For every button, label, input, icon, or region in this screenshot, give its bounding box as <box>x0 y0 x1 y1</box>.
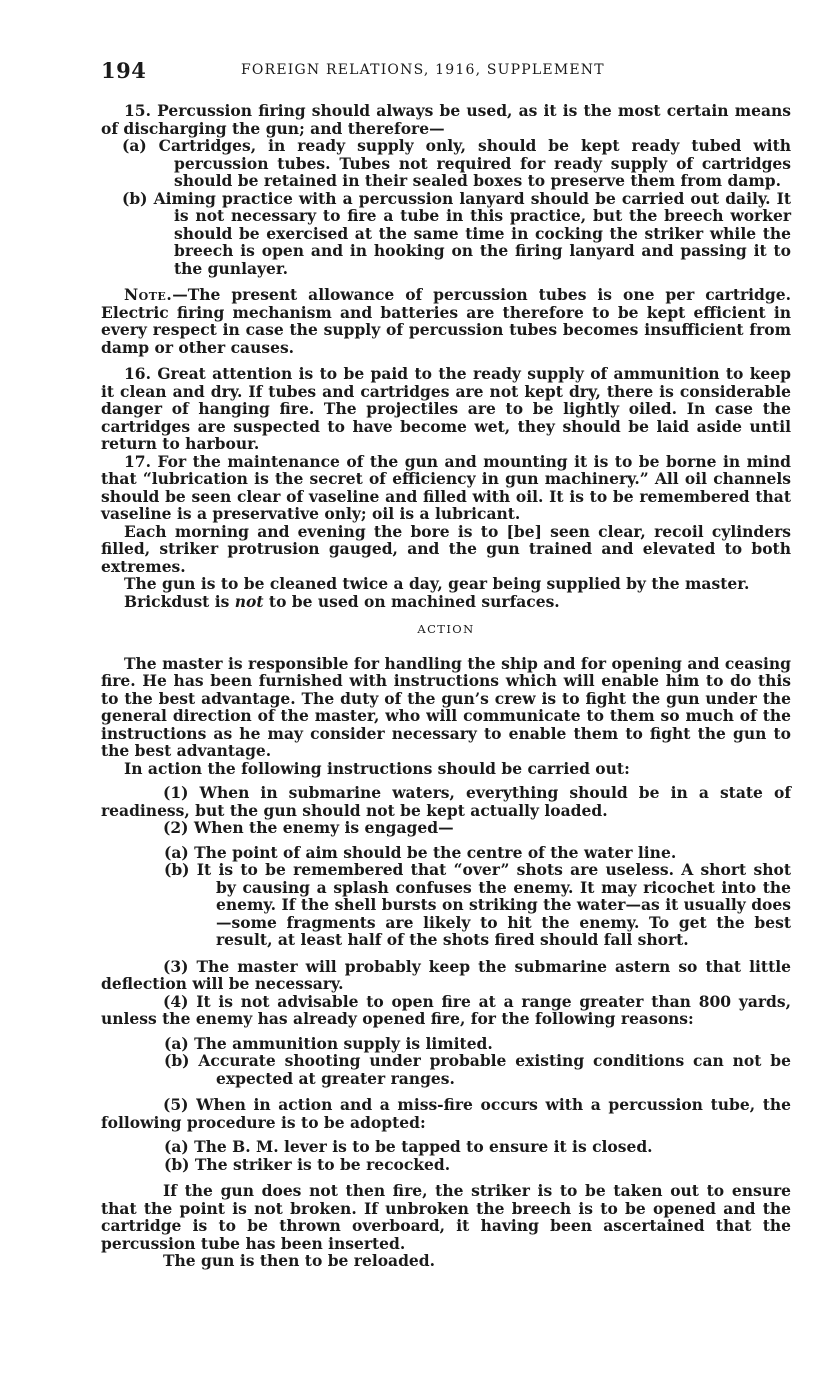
action-item-4b: (b) Accurate shooting under probable existing conditions can not be expected at greater ranges. <box>164 1051 791 1088</box>
action-item-2b: (b) It is to be remembered that “over” shots are useless. A short shot by causing a splash confuses the enemy. It may ricochet into the enemy. If the shell bursts on striking the water—as it usually does—some fragments are likely to hit the enemy. To get the best result, at least half of the shots fired should fall short. <box>164 860 791 949</box>
note-text: —The present allowance of percussion tubes is one per cartridge. Electric firing mechanism and batteries are therefore to be kept efficient in every respect in case the supply of percussion tubes becomes insufficient from damp or other causes. <box>101 285 791 357</box>
paragraph-16: 16. Great attention is to be paid to the ready supply of ammunition to keep it clean and dry. If tubes and cartridges are not kept dry, there is considerable danger of hanging fire. The projectiles are to be lightly oiled. In case the cartridges are suspected to have become wet, they should be laid aside until return to harbour. <box>101 364 791 453</box>
final-paragraph-2: The gun is then to be reloaded. <box>163 1251 436 1270</box>
action-paragraph-2: In action the following instructions should be carried out: <box>124 758 630 778</box>
page-number: 194 <box>101 58 147 83</box>
paragraph-15a: (a) Cartridges, in ready supply only, should be kept ready tubed with percussion tubes. Tubes not required for ready supply of cartridges should be retained in their sealed boxes to preserve them from damp. <box>122 136 791 190</box>
running-head: FOREIGN RELATIONS, 1916, SUPPLEMENT <box>241 62 605 78</box>
page-header <box>101 58 791 86</box>
action-item-2: (2) When the enemy is engaged— <box>163 818 454 837</box>
brickdust-pre: Brickdust is <box>124 591 235 611</box>
paragraph-17: 17. For the maintenance of the gun and mounting it is to be borne in mind that “lubrication is the secret of efficiency in gun machinery.” All oil channels should be seen clear of vaseline and filled with oil. It is to be remembered that vaseline is a preservative only; oil is a lubricant. <box>101 451 791 523</box>
action-item-3: (3) The master will probably keep the submarine astern so that little deflection will be necessary. <box>101 956 791 993</box>
paragraph-17-cleaning: The gun is to be cleaned twice a day, gear being supplied by the master. <box>124 574 750 593</box>
action-paragraph-1: The master is responsible for handling the ship and for opening and ceasing fire. He has been furnished with instructions which will enable him to do this to the best advantage. The duty of the gun’s crew is to fight the gun under the general direction of the master, who will communicate to them so much of the instructions as he may consider necessary to enable them to fight the gun to the best advantage. <box>101 653 791 760</box>
action-item-5: (5) When in action and a miss-fire occurs with a percussion tube, the following procedure is to be adopted: <box>101 1095 791 1132</box>
paragraph-15: 15. Percussion firing should always be used, as it is the most certain means of discharging the gun; and therefore— <box>101 101 791 138</box>
action-item-5a: (a) The B. M. lever is to be tapped to ensure it is closed. <box>164 1137 653 1156</box>
action-item-1: (1) When in submarine waters, everything should be in a state of readiness, but the gun should not be kept actually loaded. <box>101 783 791 820</box>
action-item-2a: (a) The point of aim should be the centre of the water line. <box>164 842 677 862</box>
brickdust-emphasis: not <box>234 591 264 611</box>
note-paragraph <box>101 286 791 356</box>
paragraph-15b: (b) Aiming practice with a percussion lanyard should be carried out daily. It is not necessary to fire a tube in this practice, but the breech worker should be exercised at the same time in cocking the striker while the breech is open and in hooking on the firing lanyard and passing it to the gunlayer. <box>122 188 791 278</box>
action-item-4: (4) It is not advisable to open fire at a range greater than 800 yards, unless the enemy has already opened fire, for the following reasons: <box>101 991 791 1028</box>
paragraph-17-daily: Each morning and evening the bore is to [be] seen clear, recoil cylinders filled, striker protrusion gauged, and the gun trained and elevated to both extremes. <box>101 521 791 576</box>
paragraph-17-brickdust <box>101 593 791 611</box>
note-label: Note. <box>124 285 173 304</box>
final-paragraph-1: If the gun does not then fire, the striker is to be taken out to ensure that the point is not broken. If unbroken the breech is to be opened and the cartridge is to be thrown overboard, it having been ascertained that the percussion tube has been inserted. <box>101 1181 791 1253</box>
brickdust-post: to be used on machined surfaces. <box>263 591 560 611</box>
action-item-4a: (a) The ammunition supply is limited. <box>164 1033 493 1053</box>
page-body <box>101 102 791 1270</box>
section-heading-action: ACTION <box>417 622 475 636</box>
action-item-5b: (b) The striker is to be recocked. <box>164 1154 451 1174</box>
